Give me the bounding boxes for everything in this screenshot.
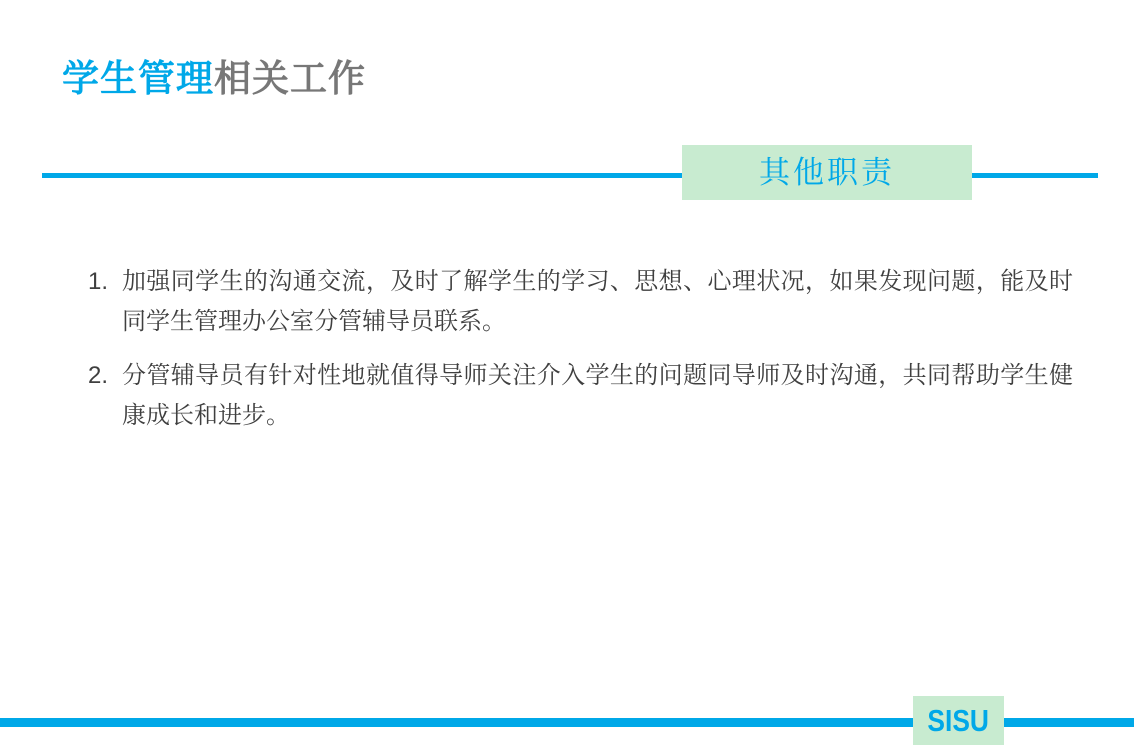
- list-item-text: 加强同学生的沟通交流，及时了解学生的学习、思想、心理状况，如果发现问题，能及时同学生管理办公室分管辅导员联系。: [122, 268, 1073, 335]
- sisu-logo: SISU: [927, 703, 990, 738]
- list-item-number: 2.: [88, 362, 109, 389]
- duty-list: [88, 262, 1073, 436]
- list-item: [88, 262, 1073, 342]
- section-label-text: 其他职责: [759, 155, 895, 190]
- page-title: [62, 48, 366, 102]
- section-label-box: [682, 145, 972, 200]
- page-title-highlight: 学生管理: [62, 58, 214, 99]
- page-title-rest: 相关工作: [214, 58, 366, 99]
- logo-box: [913, 696, 1004, 745]
- list-item: [88, 356, 1073, 436]
- list-item-number: 1.: [88, 268, 109, 295]
- list-item-text: 分管辅导员有针对性地就值得导师关注介入学生的问题同导师及时沟通，共同帮助学生健康成长和进步。: [122, 362, 1073, 429]
